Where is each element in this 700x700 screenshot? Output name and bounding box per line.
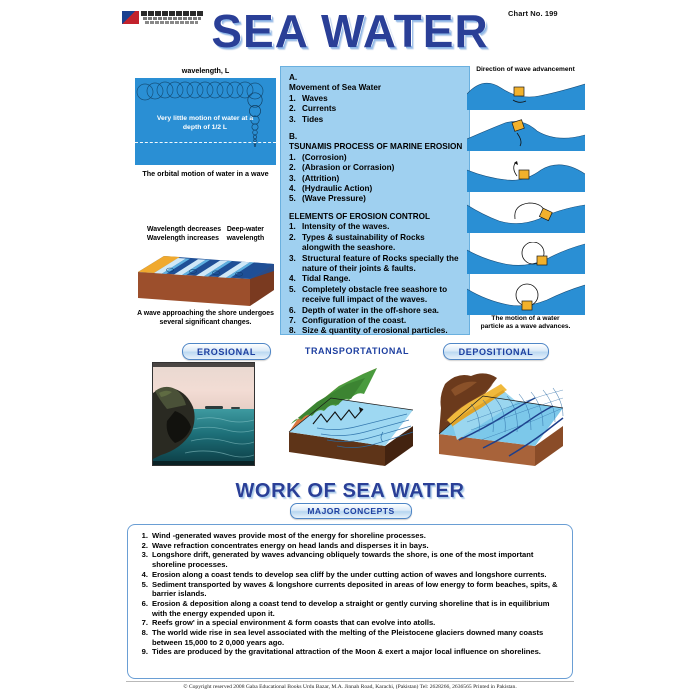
list-item bbox=[136, 580, 564, 599]
item-text: Completely obstacle free seashore to receive full impact of the waves. bbox=[302, 284, 448, 305]
item-text: Wave refraction concentrates energy on head lands and disperses it in bays. bbox=[152, 540, 429, 550]
diagram-wave-approaching-shore bbox=[133, 226, 278, 330]
list-item bbox=[136, 550, 564, 569]
list-item bbox=[289, 254, 463, 275]
diagram-wave-advancement bbox=[463, 66, 588, 334]
shore-block-svg bbox=[138, 246, 274, 306]
item-text: Types & sustainability of Rocks alongwith the seashore. bbox=[302, 232, 425, 253]
advance-top-label: Direction of wave advancement bbox=[476, 66, 575, 73]
item-number: 5. bbox=[141, 579, 148, 589]
item-text: Reefs grow' in a special environment & form coasts that can evolve into atolls. bbox=[152, 618, 436, 628]
major-concepts-box bbox=[127, 524, 573, 679]
shore-label-wavelength: wavelength bbox=[226, 234, 265, 242]
section-a-letter: A. bbox=[289, 73, 298, 82]
item-number: 4. bbox=[289, 184, 296, 194]
wave-panel-6-svg bbox=[467, 283, 585, 319]
item-text: Erosion & deposition along a coast tend to develop a straight or gently curving shoreline that is in equilibrium with the energy expended upon it. bbox=[152, 598, 550, 618]
list-item bbox=[289, 274, 463, 284]
shore-label-deepwater: Deep-water bbox=[226, 226, 264, 233]
list-item bbox=[289, 153, 463, 163]
transportational-svg bbox=[287, 362, 414, 466]
wave-panel-4 bbox=[467, 201, 585, 237]
item-number: 5. bbox=[289, 194, 296, 204]
list-item bbox=[136, 570, 564, 580]
item-text: Configuration of the coast. bbox=[302, 315, 407, 325]
item-text: Waves bbox=[302, 93, 328, 103]
item-text: Size & quantity of erosional particles. bbox=[302, 326, 448, 336]
transportational-block-diagram bbox=[287, 362, 414, 466]
section-label-depositional: DEPOSITIONAL bbox=[443, 343, 549, 360]
shore-labels bbox=[133, 226, 278, 243]
list-item bbox=[289, 115, 463, 125]
list-item bbox=[289, 163, 463, 173]
item-number: 1. bbox=[141, 531, 148, 540]
item-number: 1. bbox=[289, 222, 296, 232]
list-item bbox=[289, 326, 463, 336]
section-b-letter: B. bbox=[289, 132, 298, 142]
center-text-panel bbox=[280, 66, 470, 335]
item-number: 2. bbox=[289, 232, 296, 242]
list-item bbox=[289, 104, 463, 114]
item-number: 2. bbox=[289, 104, 296, 114]
item-number: 9. bbox=[141, 647, 148, 657]
wave-panel-4-svg bbox=[467, 201, 585, 237]
shore-label-increases: Wavelength increases bbox=[146, 234, 219, 242]
item-text: Tides bbox=[302, 114, 324, 124]
item-text: Tidal Range. bbox=[302, 274, 351, 284]
item-text: Currents bbox=[302, 104, 337, 114]
list-item bbox=[289, 94, 463, 104]
item-number: 4. bbox=[289, 274, 296, 284]
section-c-list bbox=[289, 222, 463, 336]
item-text: (Wave Pressure) bbox=[302, 194, 366, 204]
list-item bbox=[289, 174, 463, 184]
shore-label-decreases: Wavelength decreases bbox=[147, 226, 222, 233]
wave-panel-1 bbox=[467, 78, 585, 114]
item-number: 6. bbox=[141, 598, 148, 608]
list-item bbox=[289, 194, 463, 204]
item-number: 5. bbox=[289, 284, 296, 294]
chart-number: Chart No. 199 bbox=[508, 9, 558, 18]
list-item bbox=[136, 541, 564, 551]
orbital-inner-label: Very little motion of water at a depth of 1/2 L bbox=[156, 115, 254, 131]
list-item bbox=[136, 531, 564, 541]
list-item bbox=[289, 306, 463, 316]
item-text: Depth of water in the off-shore sea. bbox=[302, 305, 439, 315]
shore-block-diagram bbox=[138, 246, 274, 306]
item-number: 3. bbox=[289, 173, 296, 183]
list-item bbox=[136, 618, 564, 628]
list-item bbox=[136, 647, 564, 657]
list-item bbox=[289, 233, 463, 254]
item-text: Wind -generated waves provide most of the energy for shoreline processes. bbox=[152, 531, 426, 540]
diagram-orbital-motion bbox=[133, 66, 278, 184]
wave-panel-5 bbox=[467, 242, 585, 278]
orbital-caption: The orbital motion of water in a wave bbox=[142, 169, 269, 178]
item-number: 1. bbox=[289, 152, 296, 162]
item-number: 2. bbox=[289, 163, 296, 173]
advance-caption bbox=[463, 315, 588, 332]
section-label-erosional: EROSIONAL bbox=[182, 343, 271, 360]
orbital-top-label: wavelength, L bbox=[181, 66, 230, 75]
item-number: 7. bbox=[141, 618, 148, 628]
item-number: 8. bbox=[289, 326, 296, 336]
item-text: The world wide rise in sea level associated with the melting of the Pleistocene glaciers downed many coasts between 15,000 to 2 0,000 years ago. bbox=[152, 628, 544, 647]
item-text: Longshore drift, generated by waves advancing obliquely towards the shore, is one of the most important shoreline processes. bbox=[152, 550, 534, 570]
item-text: (Attrition) bbox=[302, 173, 340, 183]
depositional-svg bbox=[437, 362, 564, 466]
advance-caption-line2: particle as a wave advances. bbox=[480, 323, 571, 331]
spacer bbox=[289, 205, 463, 212]
spacer bbox=[289, 125, 463, 132]
item-number: 3. bbox=[289, 253, 296, 263]
item-text: Sediment transported by waves & longshore currents deposited in areas of low energy to form beaches, spits, & barrier islands. bbox=[152, 579, 558, 599]
shore-caption-line1: A wave approaching the shore undergoes bbox=[137, 310, 274, 317]
wave-panel-6 bbox=[467, 283, 585, 319]
depositional-block-diagram bbox=[437, 362, 564, 466]
section-a-list bbox=[289, 94, 463, 125]
list-item bbox=[289, 285, 463, 306]
wave-panel-1-svg bbox=[467, 78, 585, 114]
list-item bbox=[289, 184, 463, 194]
item-number: 7. bbox=[289, 315, 296, 325]
wave-panel-5-svg bbox=[467, 242, 585, 278]
item-text: Erosion along a coast tends to develop sea cliff by the under cutting action of waves and longshore currents. bbox=[152, 569, 547, 579]
advance-caption-line1: The motion of a water bbox=[491, 315, 560, 322]
shore-caption-line2: several significant changes. bbox=[159, 318, 252, 326]
wave-panel-3 bbox=[467, 160, 585, 196]
item-text: Intensity of the waves. bbox=[302, 222, 390, 232]
section-b-title: TSUNAMIS PROCESS OF MARINE EROSION bbox=[289, 142, 463, 152]
item-number: 3. bbox=[289, 114, 296, 124]
item-text: Structural feature of Rocks specially the nature of their joints & faults. bbox=[302, 253, 459, 273]
item-number: 3. bbox=[141, 550, 148, 560]
item-number: 4. bbox=[141, 569, 148, 579]
item-number: 6. bbox=[289, 305, 296, 315]
work-section-title: WORK OF SEA WATER bbox=[235, 480, 465, 502]
section-b-list bbox=[289, 153, 463, 205]
section-label-transportational: TRANSPORTATIONAL bbox=[304, 345, 410, 356]
item-text: (Hydraulic Action) bbox=[302, 184, 373, 194]
wave-panel-2-svg bbox=[467, 119, 585, 155]
item-number: 2. bbox=[141, 540, 148, 550]
footer-divider bbox=[126, 681, 574, 682]
list-item bbox=[136, 599, 564, 618]
major-concepts-badge: MAJOR CONCEPTS bbox=[290, 503, 412, 519]
erosional-photo bbox=[152, 362, 255, 466]
erosional-photo-svg bbox=[153, 363, 254, 465]
item-text: (Corrosion) bbox=[302, 152, 347, 162]
section-a-title: Movement of Sea Water bbox=[289, 83, 382, 93]
item-number: 1. bbox=[289, 93, 296, 103]
orbital-depth-dashed-line bbox=[135, 142, 276, 143]
wave-panel-3-svg bbox=[467, 160, 585, 196]
section-c-title: ELEMENTS OF EROSION CONTROL bbox=[289, 211, 431, 221]
item-text: Tides are produced by the gravitational attraction of the Moon & exert a major local influence on shorelines. bbox=[152, 647, 541, 657]
page-title: SEA WATER bbox=[211, 5, 489, 57]
list-item bbox=[289, 316, 463, 326]
wave-panel-2 bbox=[467, 119, 585, 155]
item-text: (Abrasion or Corrasion) bbox=[302, 163, 395, 173]
shore-caption bbox=[133, 310, 278, 327]
list-item bbox=[289, 222, 463, 232]
list-item bbox=[136, 628, 564, 647]
footer-copyright: © Copyright reserved 2008 Gaba Educational Books Urdu Bazar, M.A. Jinnah Road, Karachi, (Pakistan) Tel: 2628266, 2636565 Printed in Pakistan. bbox=[183, 684, 517, 690]
item-number: 8. bbox=[141, 628, 148, 638]
